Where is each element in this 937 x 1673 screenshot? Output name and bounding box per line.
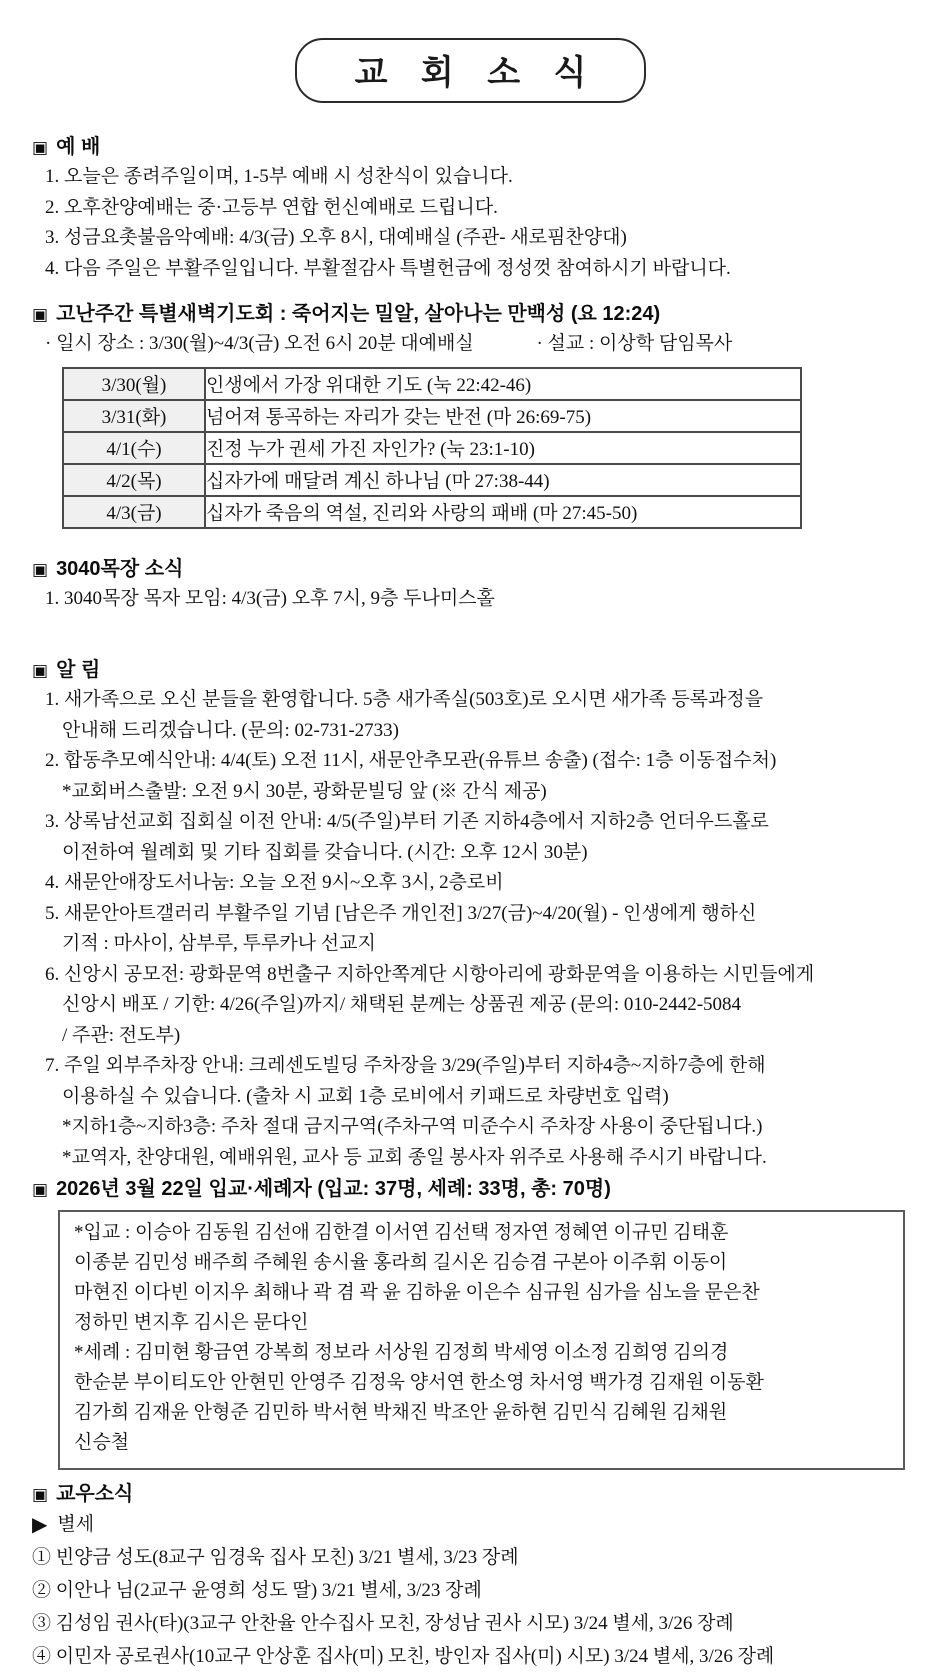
section-marker-icon: ▣ [32, 559, 49, 579]
schedule-date-cell: 4/2(목) [63, 464, 205, 496]
worship-heading [32, 133, 909, 162]
schedule-date-cell: 4/3(금) [63, 496, 205, 528]
section-worship [32, 133, 909, 284]
notice-line: 이전하여 월례회 및 기타 집회를 갖습니다. (시간: 오후 12시 30분) [62, 841, 588, 863]
notice-line: 4. 새문안애장도서나눔: 오늘 오전 9시~오후 3시, 2층로비 [45, 872, 504, 893]
notice-line: 5. 새문안아트갤러리 부활주일 기념 [남은주 개인전] 3/27(금)~4/20(월) - 인생에게 행하신 [45, 902, 757, 924]
member-news-item: ② 이안나 님(2교구 윤영희 성도 딸) 3/21 별세, 3/23 장례 [32, 1580, 482, 1601]
dawn-prayer-heading-text: 고난주간 특별새벽기도회 : 죽어지는 밀알, 살아나는 만백성 (요 12:24) [56, 303, 661, 325]
notice-line: 이용하실 수 있습니다. (출차 시 교회 1층 로비에서 키패드로 차량번호 입력) [62, 1085, 669, 1107]
notice-line: *교회버스출발: 오전 9시 30분, 광화문빌딩 앞 (※ 간식 제공) [62, 780, 547, 802]
schedule-topic-cell: 십자가 죽음의 역설, 진리와 사랑의 패배 (마 27:45-50) [205, 496, 801, 528]
baptism-line: 김가희 김재윤 안형준 김민하 박서현 박채진 박조안 윤하현 김민식 김혜원 김채원 [74, 1402, 728, 1423]
deceased-subheading-text: 별세 [57, 1514, 95, 1535]
notices-list [45, 685, 909, 1173]
schedule-table [62, 367, 802, 529]
section-marker-icon: ▣ [32, 1180, 49, 1199]
notice-line: 안내해 드리겠습니다. (문의: 02-731-2733) [62, 719, 399, 741]
schedule-topic-cell: 진정 누가 권세 가진 자인가? (눅 23:1-10) [205, 432, 801, 464]
member-news-heading-text: 교우소식 [56, 1483, 134, 1505]
mokjang-list [45, 584, 909, 615]
dawn-prayer-heading [32, 300, 909, 329]
notices-heading-text: 알 림 [56, 659, 101, 681]
notice-line: *지하1층~지하3층: 주차 절대 금지구역(주차구역 미준수시 주차장 사용이 중단됩니다.) [62, 1116, 763, 1137]
schedule-topic-cell: 넘어져 통곡하는 자리가 갖는 반전 (마 26:69-75) [205, 400, 801, 432]
notice-line: 신앙시 배포 / 기한: 4/26(주일)까지/ 채택된 분께는 상품권 제공 (문의: 010-2442-5084 [62, 994, 742, 1015]
schedule-topic-cell: 인생에서 가장 위대한 기도 (눅 22:42-46) [205, 368, 801, 400]
baptism-heading-text: 2026년 3월 22일 입교·세례자 (입교: 37명, 세례: 33명, 총: 70명) [56, 1178, 611, 1200]
notice-line: 2. 합동추모예식안내: 4/4(토) 오전 11시, 새문안추모관(유튜브 송출) (접수: 1층 이동접수처) [45, 750, 777, 771]
schedule-topic-cell: 십자가에 매달려 계신 하나님 (마 27:38-44) [205, 464, 801, 496]
baptism-heading [32, 1175, 909, 1204]
schedule-row [63, 432, 801, 464]
member-news-item: ① 빈양금 성도(8교구 임경욱 집사 모친) 3/21 별세, 3/23 장례 [32, 1547, 519, 1568]
dawn-prayer-info [45, 329, 909, 360]
worship-list [45, 162, 909, 284]
dawn-prayer-place: · 일시 장소 : 3/30(월)~4/3(금) 오전 6시 20분 대예배실 [45, 333, 474, 354]
section-marker-icon: ▣ [32, 1485, 49, 1504]
notice-line: 기적 : 마사이, 삼부루, 투루카나 선교지 [62, 933, 376, 954]
worship-heading-text: 예 배 [56, 136, 101, 158]
mokjang-heading [32, 555, 909, 584]
mokjang-heading-text: 3040목장 소식 [56, 557, 184, 580]
dawn-prayer-preacher: · 설교 : 이상학 담임목사 [536, 333, 733, 354]
notice-line: 1. 새가족으로 오신 분들을 환영합니다. 5층 새가족실(503호)로 오시면 새가족 등록과정을 [45, 689, 764, 710]
schedule-row [63, 368, 801, 400]
schedule-row [63, 496, 801, 528]
notice-line: 7. 주일 외부주차장 안내: 크레센도빌딩 주차장을 3/29(주일)부터 지하4층~지하7층에 한해 [45, 1055, 766, 1076]
notices-heading [32, 656, 909, 685]
baptism-line: 신승철 [74, 1432, 130, 1453]
notice-line: *교역자, 찬양대원, 예배위원, 교사 등 교회 종일 봉사자 위주로 사용해 주시기 바랍니다. [62, 1146, 767, 1168]
baptism-line: 정하민 변지후 김시은 문다인 [74, 1312, 309, 1333]
baptism-line: *세례 : 김미현 황금연 강복희 정보라 서상원 김정희 박세영 이소정 김희영 김의경 [74, 1342, 729, 1363]
worship-item: 2. 오후찬양예배는 중·고등부 연합 헌신예배로 드립니다. [45, 196, 498, 218]
section-marker-icon: ▣ [32, 138, 49, 157]
notice-line: 6. 신앙시 공모전: 광화문역 8번출구 지하안쪽계단 시항아리에 광화문역을 이용하는 시민들에게 [45, 963, 815, 985]
section-dawn-prayer [32, 300, 909, 529]
member-news-item: ③ 김성임 권사(타)(3교구 안찬율 안수집사 모친, 장성남 권사 시모) 3/24 별세, 3/26 장례 [32, 1613, 734, 1634]
section-marker-icon: ▣ [32, 661, 49, 680]
triangle-marker-icon: ▶ [32, 1514, 48, 1536]
worship-item: 1. 오늘은 종려주일이며, 1-5부 예배 시 성찬식이 있습니다. [45, 166, 513, 187]
baptism-line: 한순분 부이티도안 안현민 안영주 김정욱 양서연 한소영 차서영 백가경 김재원 이동환 [74, 1372, 764, 1393]
title-container [32, 38, 909, 103]
baptism-box [58, 1210, 905, 1470]
section-marker-icon: ▣ [32, 305, 49, 324]
baptism-line: 이종분 김민성 배주희 주혜원 송시율 홍라희 길시온 김승겸 구본아 이주휘 이동이 [74, 1252, 728, 1273]
section-notices [32, 656, 909, 1173]
section-mokjang [32, 555, 909, 615]
schedule-row [63, 400, 801, 432]
schedule-date-cell: 4/1(수) [63, 432, 205, 464]
section-member-news [32, 1480, 909, 1673]
member-news-item: ④ 이민자 공로권사(10교구 안상훈 집사(미) 모친, 방인자 집사(미) 시모) 3/24 별세, 3/26 장례 [32, 1646, 775, 1667]
page-title: 교 회 소 식 [295, 38, 647, 103]
schedule-row [63, 464, 801, 496]
member-news-list [32, 1541, 909, 1673]
schedule-date-cell: 3/31(화) [63, 400, 205, 432]
worship-item: 4. 다음 주일은 부활주일입니다. 부활절감사 특별헌금에 정성껏 참여하시기 바랍니다. [45, 257, 731, 279]
baptism-line: *입교 : 이승아 김동원 김선애 김한결 이서연 김선택 정자연 정혜연 이규민 김태훈 [74, 1222, 729, 1243]
baptism-line: 마현진 이다빈 이지우 최해나 곽 겸 곽 윤 김하윤 이은수 심규원 심가을 심노을 문은찬 [74, 1282, 760, 1303]
section-baptism [32, 1175, 909, 1470]
notice-line: / 주관: 전도부) [62, 1024, 181, 1046]
deceased-subheading [32, 1509, 909, 1541]
mokjang-item: 1. 3040목장 목자 모임: 4/3(금) 오후 7시, 9층 두나미스홀 [45, 587, 495, 609]
member-news-heading [32, 1480, 909, 1509]
notice-line: 3. 상록남선교회 집회실 이전 안내: 4/5(주일)부터 기존 지하4층에서 지하2층 언더우드홀로 [45, 811, 769, 832]
schedule-date-cell: 3/30(월) [63, 368, 205, 400]
worship-item: 3. 성금요촛불음악예배: 4/3(금) 오후 8시, 대예배실 (주관- 새로핌찬양대) [45, 227, 627, 248]
